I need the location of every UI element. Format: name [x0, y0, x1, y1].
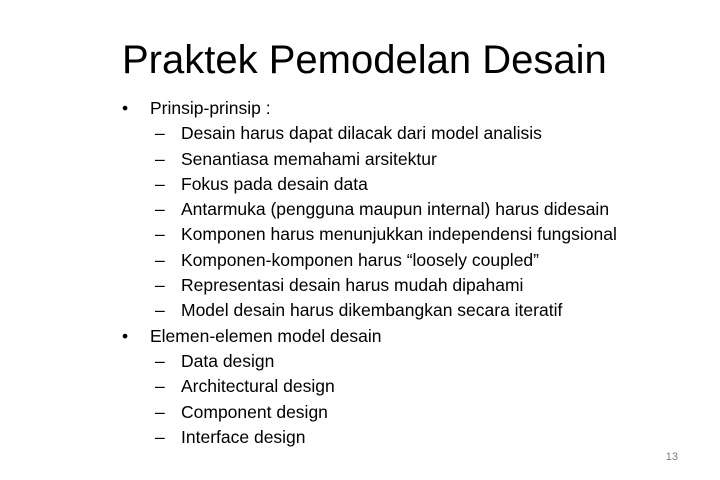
bullet-label: Prinsip-prinsip : — [150, 98, 271, 118]
dash-marker: – — [155, 401, 165, 422]
sub-item — [0, 374, 720, 399]
sub-item — [0, 248, 720, 273]
sub-item-text: Desain harus dapat dilacak dari model analisis — [181, 123, 542, 144]
dash-marker: – — [155, 350, 165, 371]
sub-item-text: Komponen harus menunjukkan independensi fungsional — [181, 224, 617, 245]
sub-item — [0, 273, 720, 298]
bullet-principles — [0, 96, 720, 121]
slide-content — [0, 96, 720, 450]
sub-item — [0, 172, 720, 197]
sub-item — [0, 349, 720, 374]
dash-marker: – — [155, 224, 165, 245]
bullet-marker: • — [122, 98, 129, 118]
dash-marker: – — [155, 173, 165, 194]
sub-item — [0, 121, 720, 146]
sub-item — [0, 147, 720, 172]
sub-item-text: Senantiasa memahami arsitektur — [181, 148, 437, 169]
bullet-elements — [0, 324, 720, 349]
sub-item-text: Antarmuka (pengguna maupun internal) harus didesain — [181, 199, 610, 220]
sub-item-text: Representasi desain harus mudah dipahami — [181, 275, 524, 296]
bullet-label: Elemen-elemen model desain — [150, 325, 382, 346]
dash-marker: – — [155, 426, 165, 447]
sub-item — [0, 425, 720, 450]
sub-item-text: Fokus pada desain data — [181, 173, 368, 194]
bullet-marker: • — [122, 325, 129, 346]
dash-marker: – — [155, 275, 165, 296]
sub-item — [0, 222, 720, 247]
sub-item-text: Component design — [181, 401, 328, 422]
dash-marker: – — [155, 300, 165, 321]
page-number: 13 — [665, 451, 678, 463]
dash-marker: – — [155, 148, 165, 169]
sub-item — [0, 197, 720, 222]
sub-item-text: Komponen-komponen harus “loosely coupled” — [181, 249, 539, 270]
dash-marker: – — [155, 249, 165, 270]
sub-item-text: Architectural design — [181, 376, 335, 397]
dash-marker: – — [155, 199, 165, 220]
sub-item-text: Model desain harus dikembangkan secara iteratif — [181, 300, 563, 321]
sub-item-text: Interface design — [181, 426, 306, 447]
sub-item — [0, 298, 720, 323]
sub-item-text: Data design — [181, 350, 275, 371]
dash-marker: – — [155, 376, 165, 397]
dash-marker: – — [155, 123, 165, 144]
sub-item — [0, 400, 720, 425]
slide-title: Praktek Pemodelan Desain — [122, 38, 607, 82]
